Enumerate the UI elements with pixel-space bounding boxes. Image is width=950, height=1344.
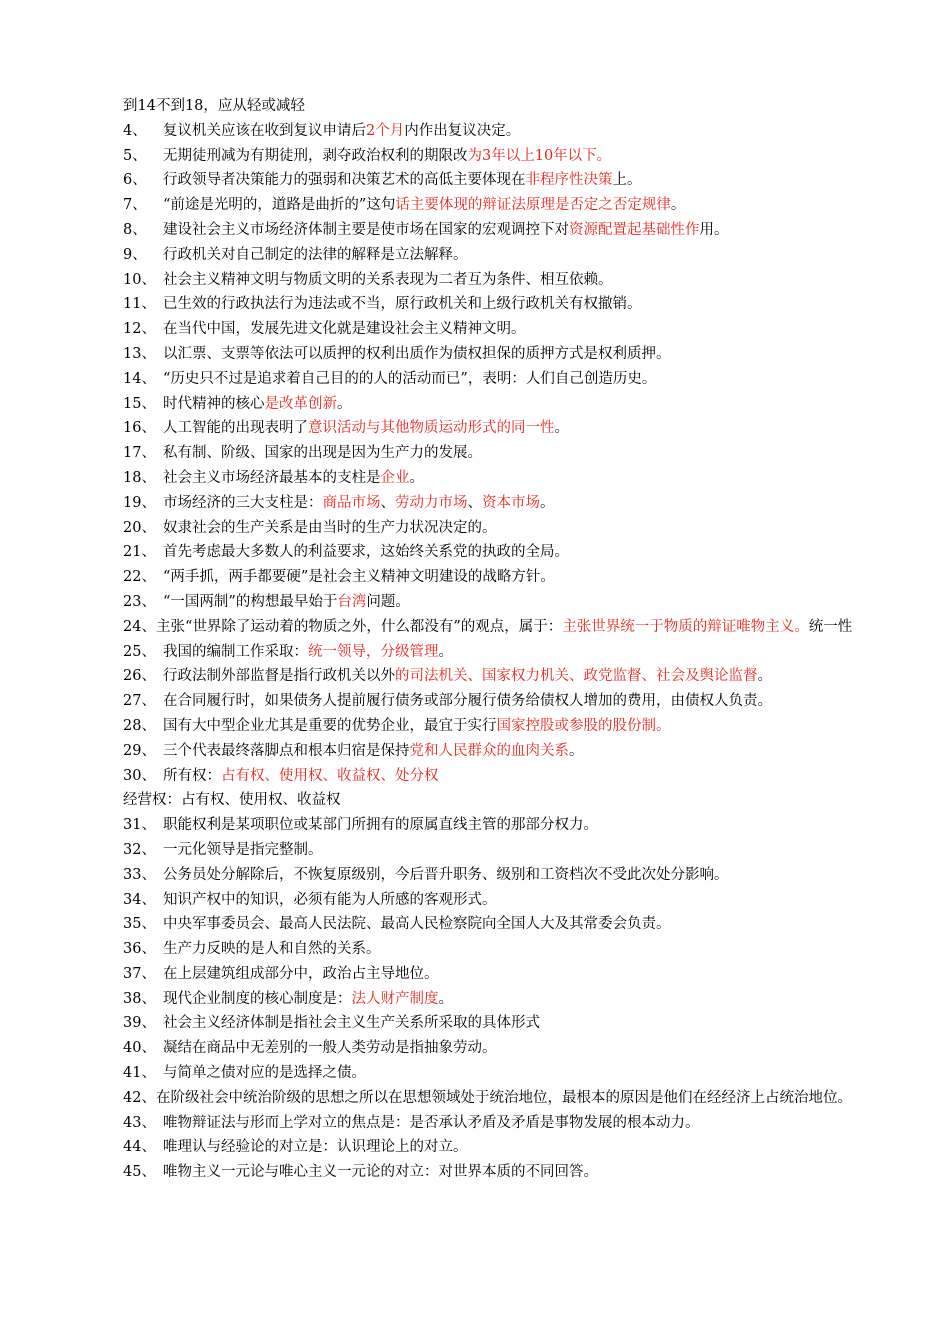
line-text: 经营权：占有权、使用权、收益权 bbox=[123, 792, 341, 809]
doc-line bbox=[123, 367, 868, 392]
item-number: 28、 bbox=[123, 717, 156, 734]
doc-line bbox=[123, 1061, 868, 1086]
doc-line bbox=[123, 168, 868, 193]
doc-line bbox=[123, 218, 868, 243]
doc-line bbox=[123, 193, 868, 218]
item-number: 26、 bbox=[123, 668, 156, 685]
line-text: 首先考虑最大多数人的利益要求，这始终关系党的执政的全局。 bbox=[163, 544, 569, 561]
item-number: 37、 bbox=[123, 965, 156, 982]
line-text: 与简单之债对应的是选择之债。 bbox=[163, 1065, 366, 1082]
item-number: 12、 bbox=[123, 321, 156, 338]
doc-line bbox=[123, 912, 868, 937]
line-text: 私有制、阶级、国家的出现是因为生产力的发展。 bbox=[163, 445, 482, 462]
line-text: “前途是光明的，道路是曲折的”这句 bbox=[163, 197, 396, 214]
doc-line bbox=[123, 987, 868, 1012]
line-text: 现代企业制度的核心制度是： bbox=[163, 990, 352, 1007]
item-number: 7、 bbox=[123, 197, 147, 214]
line-text: 。 bbox=[438, 643, 453, 660]
highlighted-text: 统一领导，分级管理 bbox=[308, 643, 439, 660]
item-number: 10、 bbox=[123, 271, 156, 288]
doc-line bbox=[123, 640, 868, 665]
line-text: 中央军事委员会、最高人民法院、最高人民检察院向全国人大及其常委会负责。 bbox=[163, 916, 671, 933]
line-text: 社会主义精神文明与物质文明的关系表现为二者互为条件、相互依赖。 bbox=[163, 271, 613, 288]
doc-line bbox=[123, 342, 868, 367]
item-number: 29、 bbox=[123, 742, 156, 759]
item-number: 33、 bbox=[123, 866, 156, 883]
doc-line bbox=[123, 466, 868, 491]
line-text: 生产力反映的是人和自然的关系。 bbox=[163, 941, 381, 958]
line-text: 一元化领导是指完整制。 bbox=[163, 841, 323, 858]
line-text: 在阶级社会中统治阶级的思想之所以在思想领域处于统治地位，最根本的原因是他们在经经济上占统治地位。 bbox=[155, 1089, 852, 1106]
doc-line bbox=[123, 1086, 868, 1111]
line-text: 社会主义市场经济最基本的支柱是 bbox=[163, 469, 381, 486]
line-text: 国有大中型企业尤其是重要的优势企业，最宜于实行 bbox=[163, 717, 497, 734]
doc-line bbox=[123, 243, 868, 268]
item-number: 4、 bbox=[123, 122, 147, 139]
item-number: 6、 bbox=[123, 172, 147, 189]
item-number: 31、 bbox=[123, 817, 156, 834]
line-text: 。 bbox=[337, 395, 352, 412]
line-text: 以汇票、支票等依法可以质押的权利出质作为债权担保的质押方式是权利质押。 bbox=[163, 345, 671, 362]
doc-line bbox=[123, 416, 868, 441]
line-text: 唯物辩证法与形而上学对立的焦点是：是否承认矛盾及矛盾是事物发展的根本动力。 bbox=[163, 1114, 700, 1131]
line-text: 复议机关应该在收到复议申请后 bbox=[163, 122, 366, 139]
doc-line bbox=[123, 788, 868, 813]
line-text: 问题。 bbox=[366, 593, 410, 610]
item-number: 17、 bbox=[123, 445, 156, 462]
doc-line bbox=[123, 664, 868, 689]
item-number: 35、 bbox=[123, 916, 156, 933]
doc-line bbox=[123, 491, 868, 516]
item-number: 21、 bbox=[123, 544, 156, 561]
line-text: 行政领导者决策能力的强弱和决策艺术的高低主要体现在 bbox=[163, 172, 526, 189]
doc-line bbox=[123, 813, 868, 838]
line-text: 已生效的行政执法行为违法或不当，原行政机关和上级行政机关有权撤销。 bbox=[163, 296, 642, 313]
highlighted-text: 话主要体现的辩证法原理是否定之否定规律 bbox=[395, 197, 671, 214]
highlighted-text: 资源配置起基础性作 bbox=[569, 221, 700, 238]
line-text: 、 bbox=[380, 494, 395, 511]
line-text: 用。 bbox=[699, 221, 729, 238]
highlighted-text: 占有权、使用权、收益权、处分权 bbox=[221, 767, 439, 784]
item-number: 39、 bbox=[123, 1015, 156, 1032]
highlighted-text: 非程序性决策 bbox=[525, 172, 613, 189]
item-number: 5、 bbox=[123, 147, 147, 164]
line-text: 到14不到18，应从轻或减轻 bbox=[123, 98, 305, 114]
item-number: 11、 bbox=[123, 296, 156, 313]
highlighted-text: 2个月 bbox=[366, 122, 405, 139]
line-text: 。 bbox=[569, 742, 584, 759]
line-text: 。 bbox=[757, 668, 772, 685]
highlighted-text: 意识活动与其他物质运动形式的同一性 bbox=[308, 420, 555, 437]
doc-line bbox=[123, 317, 868, 342]
item-number: 43、 bbox=[123, 1114, 156, 1131]
line-text: 知识产权中的知识，必须有能为人所感的客观形式。 bbox=[163, 891, 497, 908]
item-number: 14、 bbox=[123, 370, 156, 387]
doc-line bbox=[123, 888, 868, 913]
doc-line bbox=[123, 689, 868, 714]
item-number: 18、 bbox=[123, 469, 156, 486]
line-text: 。 bbox=[438, 990, 453, 1007]
doc-line bbox=[123, 516, 868, 541]
doc-line bbox=[123, 540, 868, 565]
doc-line bbox=[123, 962, 868, 987]
doc-line bbox=[123, 838, 868, 863]
document-body bbox=[123, 94, 868, 1185]
doc-line bbox=[123, 590, 868, 615]
doc-line bbox=[123, 1036, 868, 1061]
highlighted-text: 主张世界统一于物质的辩证唯物主义。 bbox=[562, 618, 809, 635]
line-text: 人工智能的出现表明了 bbox=[163, 420, 308, 437]
highlighted-text: 劳动力市场 bbox=[395, 494, 468, 511]
item-number: 34、 bbox=[123, 891, 156, 908]
highlighted-text: 为3年以上10年以下。 bbox=[467, 147, 612, 164]
item-number: 16、 bbox=[123, 420, 156, 437]
doc-line bbox=[123, 863, 868, 888]
doc-line bbox=[123, 292, 868, 317]
line-text: 、 bbox=[467, 494, 482, 511]
line-text: “一国两制”的构想最早始于 bbox=[163, 593, 338, 610]
item-number: 36、 bbox=[123, 941, 156, 958]
line-text: 行政法制外部监督是指行政机关以外 bbox=[163, 668, 395, 685]
line-text: “两手抓，两手都要硬”是社会主义精神文明建设的战略方针。 bbox=[163, 569, 555, 586]
doc-line bbox=[123, 1111, 868, 1136]
highlighted-text: 的司法机关、国家权力机关、政党监督、社会及舆论监督 bbox=[395, 668, 758, 685]
line-text: 。 bbox=[409, 469, 424, 486]
item-number: 13、 bbox=[123, 345, 156, 362]
item-number: 40、 bbox=[123, 1040, 156, 1057]
line-text: 统一性 bbox=[808, 618, 853, 635]
line-text: 主张“世界除了运动着的物质之外，什么都没有”的观点，属于： bbox=[155, 618, 563, 635]
line-text: 建设社会主义市场经济体制主要是使市场在国家的宏观调控下对 bbox=[163, 221, 569, 238]
line-text: 上。 bbox=[612, 172, 642, 189]
line-text: 无期徒刑减为有期徒刑，剥夺政治权利的期限改 bbox=[163, 147, 468, 164]
item-number: 15、 bbox=[123, 395, 156, 412]
highlighted-text: 党和人民群众的血肉关系 bbox=[409, 742, 569, 759]
doc-line bbox=[123, 739, 868, 764]
item-number: 20、 bbox=[123, 519, 156, 536]
highlighted-text: 资本市场 bbox=[482, 494, 540, 511]
highlighted-text: 国家控股或参股的股份制。 bbox=[496, 717, 671, 734]
doc-line bbox=[123, 565, 868, 590]
doc-line bbox=[123, 937, 868, 962]
item-number: 24、 bbox=[123, 618, 156, 635]
line-text: 行政机关对自己制定的法律的解释是立法解释。 bbox=[163, 246, 468, 263]
line-text: 我国的编制工作采取： bbox=[163, 643, 308, 660]
highlighted-text: 法人财产制度 bbox=[351, 990, 439, 1007]
doc-line bbox=[123, 144, 868, 169]
doc-line bbox=[123, 764, 868, 789]
doc-line bbox=[123, 1135, 868, 1160]
item-number: 8、 bbox=[123, 221, 147, 238]
item-number: 44、 bbox=[123, 1139, 156, 1156]
line-text: 在上层建筑组成部分中，政治占主导地位。 bbox=[163, 965, 439, 982]
doc-line bbox=[123, 392, 868, 417]
item-number: 22、 bbox=[123, 569, 156, 586]
item-number: 45、 bbox=[123, 1164, 156, 1181]
line-text: 职能权利是某项职位或某部门所拥有的原属直线主管的那部分权力。 bbox=[163, 817, 598, 834]
line-text: 。 bbox=[554, 420, 569, 437]
line-text: 唯理认与经验论的对立是：认识理论上的对立。 bbox=[163, 1139, 468, 1156]
highlighted-text: 商品市场 bbox=[322, 494, 381, 511]
item-number: 27、 bbox=[123, 693, 156, 710]
doc-line bbox=[123, 441, 868, 466]
item-number: 25、 bbox=[123, 643, 156, 660]
doc-line bbox=[123, 615, 868, 640]
line-text: 在合同履行时，如果债务人提前履行债务或部分履行债务给债权人增加的费用，由债权人负责。 bbox=[163, 693, 772, 710]
doc-line bbox=[123, 1011, 868, 1036]
line-text: 内作出复议决定。 bbox=[404, 122, 521, 139]
line-text: 时代精神的核心 bbox=[163, 395, 265, 412]
doc-line bbox=[123, 94, 868, 119]
doc-line bbox=[123, 268, 868, 293]
line-text: 市场经济的三大支柱是： bbox=[163, 494, 323, 511]
line-text: 。 bbox=[540, 494, 555, 511]
item-number: 30、 bbox=[123, 767, 156, 784]
doc-line bbox=[123, 119, 868, 144]
item-number: 42、 bbox=[123, 1089, 156, 1106]
line-text: “历史只不过是追求着自己目的的人的活动而已”，表明：人们自己创造历史。 bbox=[163, 370, 657, 387]
highlighted-text: 是改革创新 bbox=[264, 395, 337, 412]
line-text: 在当代中国，发展先进文化就是建设社会主义精神文明。 bbox=[163, 321, 526, 338]
doc-line bbox=[123, 714, 868, 739]
highlighted-text: 台湾 bbox=[337, 593, 367, 610]
highlighted-text: 企业 bbox=[380, 469, 410, 486]
item-number: 23、 bbox=[123, 593, 156, 610]
line-text: 社会主义经济体制是指社会主义生产关系所采取的具体形式 bbox=[163, 1015, 540, 1032]
item-number: 32、 bbox=[123, 841, 156, 858]
item-number: 38、 bbox=[123, 990, 156, 1007]
line-text: 所有权： bbox=[163, 767, 221, 784]
line-text: 凝结在商品中无差别的一般人类劳动是指抽象劳动。 bbox=[163, 1040, 497, 1057]
line-text: 公务员处分解除后，不恢复原级别，今后晋升职务、级别和工资档次不受此次处分影响。 bbox=[163, 866, 729, 883]
line-text: 。 bbox=[670, 197, 686, 214]
item-number: 9、 bbox=[123, 246, 147, 263]
line-text: 奴隶社会的生产关系是由当时的生产力状况决定的。 bbox=[163, 519, 497, 536]
line-text: 唯物主义一元论与唯心主义一元论的对立：对世界本质的不同回答。 bbox=[163, 1164, 598, 1181]
item-number: 41、 bbox=[123, 1065, 156, 1082]
line-text: 三个代表最终落脚点和根本归宿是保持 bbox=[163, 742, 410, 759]
doc-line bbox=[123, 1160, 868, 1185]
item-number: 19、 bbox=[123, 494, 156, 511]
